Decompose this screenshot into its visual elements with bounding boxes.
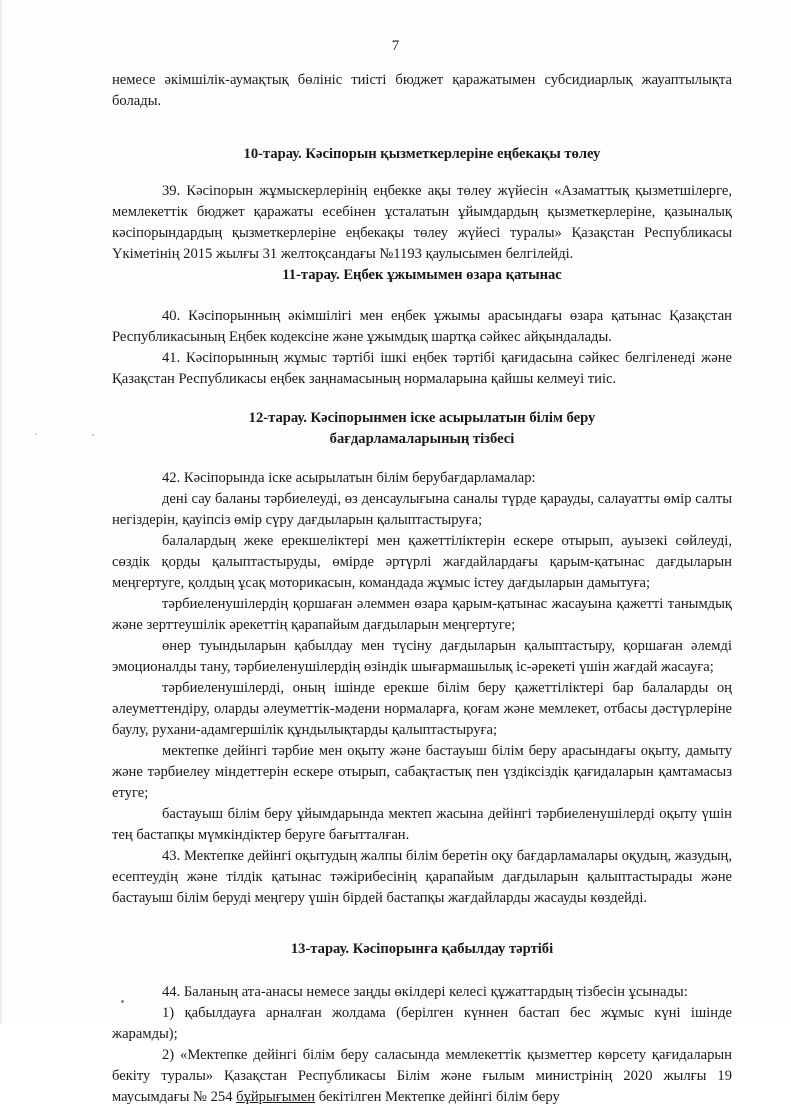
scan-speck <box>92 434 94 436</box>
paragraph-42: 42. Кәсіпорында іске асырылатын білім берубағдарламалар: <box>162 470 536 486</box>
section-11-heading: 11-тарау. Еңбек ұжымымен өзара қатынас <box>282 267 562 283</box>
paragraph-44-item-2 <box>112 1045 732 1108</box>
paragraph-43: 43. Мектепке дейінгі оқытудың жалпы білім беретін оқу бағдарламалары оқудың, жазудың, есептеудің және тілдік қатынас тәжірибесінің қарапайым дағдыларын қалыптастырады және бастауыш білім беруді меңгеру үшін бірдей бастапқы жағдайларды жасауды көздейді. <box>112 848 732 906</box>
paragraph-42-item-cognitive: тәрбиеленушілердің қоршаған әлеммен өзара қарым-қатынас жасауына қажетті танымдық және зерттеушілік әрекеттің қарапайым дағдыларын меңгертуге; <box>112 596 732 633</box>
section-10-heading: 10-тарау. Кәсіпорын қызметкерлеріне еңбекақы төлеу <box>243 146 601 162</box>
section-13-heading: 13-тарау. Кәсіпорынға қабылдау тәртібі <box>290 941 554 957</box>
section-12-heading-line2: бағдарламаларының тізбесі <box>329 431 515 447</box>
item-2-text-before: 2) «Мектепке дейінгі білім беру саласында мемлекеттік қызметтер көрсету қағидаларын бекіту туралы» Қазақстан Республикасы Білім және ғылым министрінің 2020 жылғы 19 маусымдағы № 254 <box>112 1047 732 1105</box>
order-link[interactable]: бұйрығымен <box>236 1089 316 1105</box>
item-2-text-after: бекітілген Мектепке дейінгі білім беру <box>315 1089 560 1105</box>
paragraph-40: 40. Кәсіпорынның әкімшілігі мен еңбек ұжымы арасындағы өзара қатынас Қазақстан Республикасының Еңбек кодексіне және ұжымдық шартқа сәйкес айқындалады. <box>112 308 732 345</box>
paragraph-42-item-speech: балалардың жеке ерекшеліктері мен қажеттіліктерін ескере отырып, ауызекі сөйлеуді, сөздік қорды қалыптастыруды, өмірде әртүрлі жағдайлардағы қарым-қатынас дағдыларын меңгертуге, қолдың ұсақ моторикасын, командада жұмыс істеу дағдыларын дамытуға; <box>112 533 732 591</box>
paragraph-39: 39. Кәсіпорын жұмыскерлерінің еңбекке ақы төлеу жүйесін «Азаматтық қызметшілерге, мемлекеттік бюджет қаражаты есебінен ұсталатын ұйымдардың қызметкерлеріне, қазыналық кәсіпорындардың қызметкерлеріне еңбекақы төлеу жүйесі туралы» Қазақстан Республикасы Үкіметінің 2015 жылғы 31 желтоқсандағы №1193 қаулысымен белгілейді. <box>112 183 732 262</box>
paragraph-42-item-equal-start: бастауыш білім беру ұйымдарында мектеп жасына дейінгі тәрбиеленушілерді оқыту үшін тең бастапқы мүмкіндіктер беруге бағытталған. <box>112 806 732 843</box>
paragraph-42-item-socialization: тәрбиеленушілерді, оның ішінде ерекше білім беру қажеттіліктері бар балаларды оң әлеуметтендіру, оларды әлеуметтік-мәдени нормаларға, қоғам және мемлекет, отбасы дәстүрлеріне баулу, рухани-адамгершілік құндылықтарды қалыптастыруға; <box>112 680 732 738</box>
paragraph-44: 44. Баланың ата-анасы немесе заңды өкілдері келесі құжаттардың тізбесін ұсынады: <box>162 984 688 1000</box>
continuation-paragraph: немесе әкімшілік-аумақтық бөлініс тиісті бюджет қаражатымен субсидиарлық жауаптылықта болады. <box>112 72 732 109</box>
paragraph-42-item-art: өнер туындыларын қабылдау мен түсіну дағдыларын қалыптастыру, қоршаған әлемді эмоционалды тану, тәрбиеленушілердің өзіндік шығармашылық іс-әрекеті үшін жағдай жасауға; <box>112 638 732 675</box>
paragraph-44-item-1: 1) қабылдауға арналған жолдама (берілген күннен бастап бес жұмыс күні ішінде жарамды); <box>112 1005 732 1042</box>
document-body <box>112 70 732 1108</box>
paragraph-42-item-health: дені сау баланы тәрбиелеуді, өз денсаулығына саналы түрде қарауды, салауатты өмір салты негіздерін, қауіпсіз өмір сүру дағдыларын қалыптастыруға; <box>112 491 732 528</box>
scan-speck <box>121 1000 124 1003</box>
scan-speck <box>35 433 37 435</box>
paragraph-42-item-continuity: мектепке дейінгі тәрбие мен оқыту және бастауыш білім беру арасындағы оқыту, дамыту және тәрбиелеу міндеттерін ескере отырып, сабақтастық пен үздіксіздік қағидаларын қамтамасыз етуге; <box>112 743 732 801</box>
page-number: 7 <box>391 38 400 54</box>
scan-edge-shadow <box>0 0 3 1024</box>
paragraph-41: 41. Кәсіпорынның жұмыс тәртібі ішкі еңбек тәртібі қағидасына сәйкес белгіленеді және Қазақстан Республикасы еңбек заңнамасының нормаларына қайшы келмеуі тиіс. <box>112 350 732 387</box>
section-12-heading-line1: 12-тарау. Кәсіпорынмен іске асырылатын білім беру <box>248 410 596 426</box>
